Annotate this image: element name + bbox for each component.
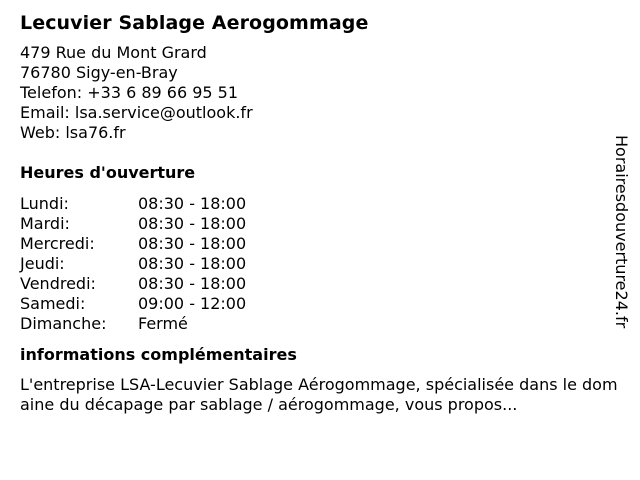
hours-day: Dimanche: — [20, 314, 107, 333]
opening-hours-table — [20, 194, 620, 334]
hours-time: Fermé — [138, 314, 188, 333]
email-address: Email: lsa.service@outlook.fr — [20, 103, 253, 122]
hours-row-friday — [20, 274, 620, 294]
hours-day: Mercredi: — [20, 234, 95, 253]
hours-time: 08:30 - 18:00 — [138, 214, 247, 233]
hours-row-thursday — [20, 254, 620, 274]
hours-row-wednesday — [20, 234, 620, 254]
street-address: 479 Rue du Mont Grard — [20, 43, 207, 62]
hours-time: 08:30 - 18:00 — [138, 234, 247, 253]
hours-time: 08:30 - 18:00 — [138, 254, 247, 273]
phone-number: Telefon: +33 6 89 66 95 51 — [20, 83, 239, 102]
hours-day: Jeudi: — [20, 254, 65, 273]
hours-time: 08:30 - 18:00 — [138, 274, 247, 293]
business-name: Lecuvier Sablage Aerogommage — [20, 12, 369, 34]
hours-day: Vendredi: — [20, 274, 96, 293]
hours-row-saturday — [20, 294, 620, 314]
hours-day: Lundi: — [20, 194, 69, 213]
city-address: 76780 Sigy-en-Bray — [20, 63, 178, 82]
business-card — [20, 10, 620, 415]
additional-info-heading: informations complémentaires — [20, 345, 297, 364]
brand-watermark: Horairesdouverture24.fr — [612, 135, 631, 329]
hours-row-tuesday — [20, 214, 620, 234]
additional-info-text: L'entreprise LSA-Lecuvier Sablage Aérogommage, spécialisée dans le domaine du décapage par sablage / aérogommage, vous propos... — [20, 375, 618, 414]
contact-block — [20, 43, 620, 143]
hours-row-sunday — [20, 314, 620, 334]
hours-time: 09:00 - 12:00 — [138, 294, 247, 313]
hours-row-monday — [20, 194, 620, 214]
hours-day: Samedi: — [20, 294, 86, 313]
hours-day: Mardi: — [20, 214, 70, 233]
opening-hours-heading: Heures d'ouverture — [20, 163, 196, 182]
website: Web: lsa76.fr — [20, 123, 126, 142]
hours-time: 08:30 - 18:00 — [138, 194, 247, 213]
